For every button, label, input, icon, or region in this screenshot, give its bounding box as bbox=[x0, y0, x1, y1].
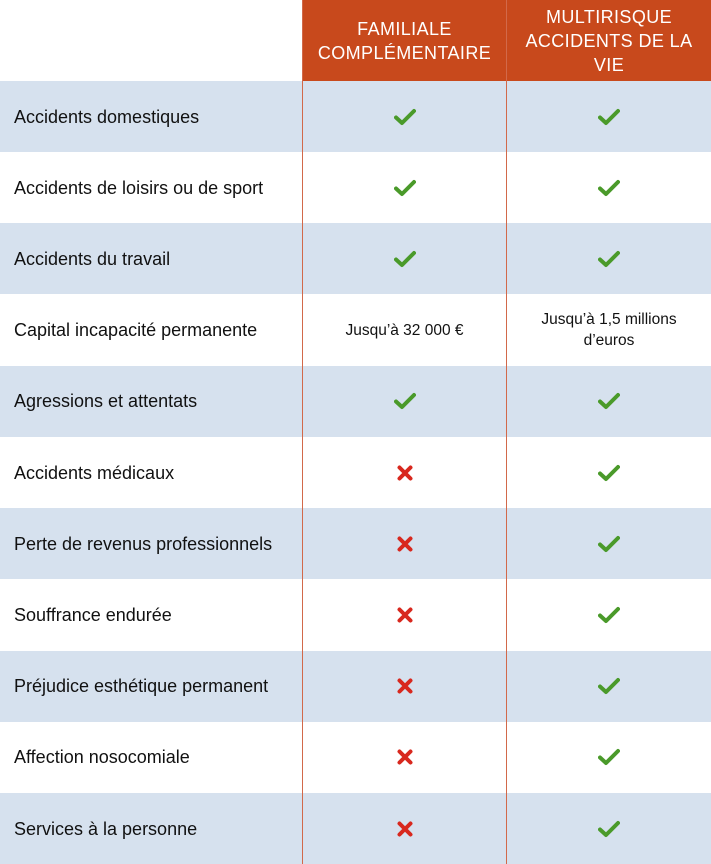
table-row bbox=[0, 223, 711, 294]
cell-col1 bbox=[303, 223, 506, 294]
cross-icon bbox=[397, 536, 413, 552]
cross-icon bbox=[397, 465, 413, 481]
check-icon bbox=[598, 820, 620, 838]
cross-icon bbox=[397, 821, 413, 837]
row-label: Services à la personne bbox=[14, 818, 198, 839]
cell-col1 bbox=[303, 579, 506, 650]
table-header bbox=[0, 0, 711, 81]
cell-col2 bbox=[507, 579, 711, 650]
cell-col1 bbox=[303, 508, 506, 579]
table-row bbox=[0, 793, 711, 864]
cell-col2-text: Jusqu’à 1,5 millions d’euros bbox=[541, 311, 677, 350]
cell-col1 bbox=[303, 152, 506, 223]
row-label: Affection nosocomiale bbox=[14, 747, 190, 768]
row-label: Préjudice esthétique permanent bbox=[14, 676, 269, 697]
row-label: Accidents domestiques bbox=[14, 106, 200, 127]
cell-col2 bbox=[507, 437, 711, 508]
row-label: Accidents de loisirs ou de sport bbox=[14, 177, 264, 198]
cell-col2 bbox=[507, 366, 711, 437]
check-icon bbox=[598, 464, 620, 482]
table-row bbox=[0, 508, 711, 579]
check-icon bbox=[598, 179, 620, 197]
table-row bbox=[0, 81, 711, 152]
table-row bbox=[0, 437, 711, 508]
cell-col1-text: Jusqu’à 32 000 € bbox=[345, 321, 464, 339]
check-icon bbox=[598, 250, 620, 268]
check-icon bbox=[394, 392, 416, 410]
cell-col1 bbox=[303, 793, 506, 864]
cell-col2 bbox=[507, 651, 711, 722]
row-label: Accidents médicaux bbox=[14, 462, 175, 483]
header-familiale-complementaire: FAMILIALE COMPLÉMENTAIRE bbox=[303, 0, 506, 81]
check-icon bbox=[598, 606, 620, 624]
row-label: Capital incapacité permanente bbox=[14, 320, 258, 341]
cell-col1 bbox=[303, 366, 506, 437]
row-label: Agressions et attentats bbox=[14, 391, 198, 412]
cell-col1 bbox=[303, 437, 506, 508]
check-icon bbox=[598, 535, 620, 553]
cross-icon bbox=[397, 678, 413, 694]
check-icon bbox=[394, 250, 416, 268]
check-icon bbox=[598, 748, 620, 766]
column-divider bbox=[302, 0, 303, 864]
check-icon bbox=[394, 179, 416, 197]
check-icon bbox=[598, 677, 620, 695]
cell-col2 bbox=[507, 722, 711, 793]
cross-icon bbox=[397, 607, 413, 623]
cell-col2 bbox=[507, 508, 711, 579]
table-row bbox=[0, 295, 711, 366]
check-icon bbox=[394, 108, 416, 126]
table-row bbox=[0, 651, 711, 722]
row-label: Accidents du travail bbox=[14, 248, 171, 269]
cell-col2 bbox=[507, 793, 711, 864]
cell-col1 bbox=[303, 81, 506, 152]
cell-col2 bbox=[507, 81, 711, 152]
cell-col2 bbox=[507, 152, 711, 223]
cross-icon bbox=[397, 749, 413, 765]
cell-col1 bbox=[303, 651, 506, 722]
table-row bbox=[0, 579, 711, 650]
cell-col1 bbox=[303, 722, 506, 793]
cell-col2 bbox=[507, 223, 711, 294]
table-row bbox=[0, 366, 711, 437]
header-multirisque-accidents-vie: MULTIRISQUE ACCIDENTS DE LA VIE bbox=[507, 0, 711, 81]
row-label: Perte de revenus professionnels bbox=[14, 533, 273, 554]
table-row bbox=[0, 152, 711, 223]
column-divider bbox=[506, 0, 507, 864]
check-icon bbox=[598, 392, 620, 410]
row-label: Souffrance endurée bbox=[14, 604, 172, 625]
table-row bbox=[0, 722, 711, 793]
check-icon bbox=[598, 108, 620, 126]
